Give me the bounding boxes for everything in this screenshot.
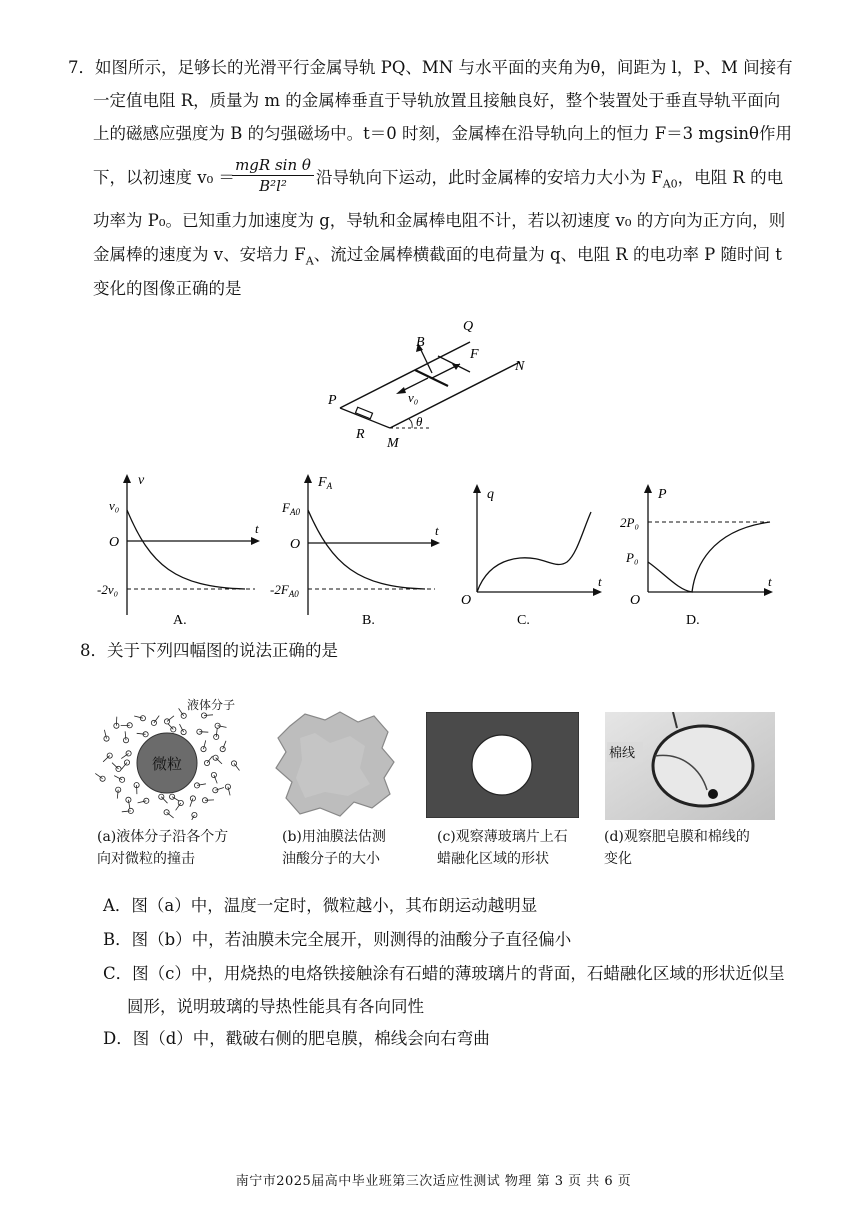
particle-label: 微粒 [152, 757, 183, 773]
molecule-velocity-arrow [103, 756, 110, 762]
label-N: N [515, 359, 525, 374]
melt-region [472, 735, 532, 795]
q8-stem: 8．关于下列四幅图的说法正确的是 [80, 641, 338, 660]
graph-c-option: C. [517, 613, 530, 628]
q7-line-6-text: 金属棒的速度为 v、安培力 F [93, 245, 306, 264]
graph-d-option: D. [686, 613, 700, 628]
graph-d-curve [648, 522, 770, 592]
graph-b-option: B. [362, 613, 375, 628]
q7-line-1: 7．如图所示，足够长的光滑平行金属导轨 PQ、MN 与水平面的夹角为θ，间距为 l，P、M 间接有 [68, 58, 793, 77]
caption-b [282, 826, 386, 870]
q7-line-4b [316, 167, 783, 195]
liquid-molecule [170, 794, 175, 799]
molecule-velocity-arrow [161, 797, 167, 804]
label-M: M [387, 436, 399, 451]
graph-c-ylabel: q [487, 487, 494, 502]
liquid-molecule [225, 784, 230, 789]
graph-a-ylabel: v [138, 473, 145, 488]
caption-a-line-2: 向对微粒的撞击 [97, 851, 195, 867]
q7-line-6-sub: A [305, 254, 314, 268]
graph-b-ymin-main: -2F [270, 582, 289, 597]
wire-ring [653, 726, 753, 806]
figure-b-oil-film [270, 708, 400, 820]
liquid-molecule [211, 772, 216, 777]
caption-b-line-2: 油酸分子的大小 [282, 851, 380, 867]
caption-a-line-1: (a)液体分子沿各个方 [97, 829, 229, 845]
q7-line-6 [93, 244, 782, 272]
q8-option-b: B．图（b）中，若油膜未完全展开，则测得的油酸分子直径偏小 [103, 930, 572, 949]
label-v0: v₀ [408, 390, 419, 405]
graph-b-ylabel [317, 475, 333, 491]
graph-b-origin: O [290, 537, 301, 552]
graph-b-y0-sub: A0 [289, 507, 300, 517]
graph-d [620, 470, 790, 635]
label-F: F [470, 347, 479, 362]
caption-d-line-2: 变化 [604, 851, 632, 867]
graph-a-y0: v₀ [109, 498, 120, 513]
q7-line-3: 上的磁感应强度为 B 的匀强磁场中。t＝0 时刻，金属棒在沿导轨向上的恒力 F＝3 mgsinθ作用 [93, 124, 792, 143]
q7-line-5: 功率为 P₀。已知重力加速度为 g，导轨和金属棒电阻不计，若以初速度 v₀ 的方向为正方向，则 [93, 211, 786, 230]
q8-option-a: A．图（a）中，温度一定时，微粒越小，其布朗运动越明显 [103, 896, 538, 915]
caption-b-line-1: (b)用油膜法估测 [282, 829, 386, 845]
graph-b-ymin-sub: A0 [288, 589, 299, 599]
q8-option-c-cont: 圆形，说明玻璃的导热性能具有各向同性 [127, 997, 424, 1016]
graph-a-origin: O [109, 535, 120, 550]
label-Q: Q [463, 319, 474, 334]
q8-option-d: D．图（d）中，戳破右侧的肥皂膜，棉线会向右弯曲 [103, 1029, 490, 1048]
graph-d-ylabel: P [658, 487, 667, 502]
label-theta: θ [416, 414, 423, 429]
caption-d [604, 826, 750, 870]
caption-a [97, 826, 228, 870]
q7-line-4a: 下，以初速度 v₀ ＝ [93, 168, 235, 187]
graph-a-curve [127, 510, 245, 589]
q7-line-2: 一定值电阻 R，质量为 m 的金属棒垂直于导轨放置且接触良好，整个装置处于垂直导轨平面向 [93, 91, 781, 110]
graph-c [455, 470, 615, 635]
graph-b-y0 [281, 500, 300, 517]
graph-d-xlabel: t [768, 574, 772, 589]
graph-d-origin: O [630, 593, 641, 608]
molecule-velocity-arrow [112, 763, 119, 769]
graph-c-curve [477, 512, 591, 592]
rails-diagram [320, 318, 550, 453]
graph-b-ylabel-main: F [318, 475, 327, 490]
graph-b-xlabel: t [435, 523, 439, 538]
liquid-molecule [120, 777, 125, 782]
label-B: B [416, 335, 425, 350]
q7-line-4b-sub: A0 [662, 177, 678, 191]
graph-b-ymin [270, 582, 299, 599]
caption-c-line-1: (c)观察薄玻璃片上石 [437, 829, 568, 845]
figure-a-brownian [95, 695, 255, 820]
caption-d-line-1: (d)观察肥皂膜和棉线的 [604, 829, 750, 845]
cotton-thread-label: 棉线 [609, 745, 636, 760]
caption-c-line-2: 蜡融化区域的形状 [437, 851, 549, 867]
molecule-velocity-arrow [199, 732, 208, 733]
label-R: R [356, 427, 365, 442]
graph-b-ylabel-sub: A [326, 481, 333, 491]
figure-d-soap-film [605, 712, 775, 820]
graph-b [270, 470, 450, 635]
liquid-molecule [151, 720, 156, 725]
figure-c-paraffin [426, 712, 579, 818]
graph-a-ymin: -2v₀ [97, 582, 119, 597]
q7-line-6b-text: 、流过金属棒横截面的电荷量为 q、电阻 R 的电功率 P 随时间 t [313, 245, 782, 264]
q8-option-c: C．图（c）中，用烧热的电烙铁接触涂有石蜡的薄玻璃片的背面，石蜡融化区域的形状近似呈 [103, 964, 785, 983]
graph-c-xlabel: t [598, 574, 602, 589]
graph-b-y0-main: F [282, 500, 290, 515]
q7-line-7: 变化的图像正确的是 [93, 279, 242, 298]
q7-line-4c-text: ，电阻 R 的电 [677, 168, 784, 187]
q7-formula [232, 155, 314, 196]
molecule-velocity-arrow [121, 763, 127, 770]
label-P: P [328, 393, 337, 408]
caption-c [437, 826, 568, 870]
q7-line-4b-text: 沿导轨向下运动，此时金属棒的安培力大小为 F [316, 168, 663, 187]
page-footer: 南宁市2025届高中毕业班第三次适应性测试 物理 第 3 页 共 6 页 [235, 1174, 632, 1189]
graph-a-xlabel: t [255, 521, 259, 536]
formula-denominator: B²l² [259, 177, 287, 195]
graph-a [95, 470, 270, 635]
graph-b-curve [308, 510, 425, 589]
liquid-molecule-label: 液体分子 [187, 698, 236, 712]
liquid-molecule [181, 713, 186, 718]
graph-c-origin: O [461, 593, 472, 608]
molecule-velocity-arrow [216, 758, 222, 764]
graph-a-option: A. [173, 613, 187, 628]
graph-d-y0: P₀ [626, 550, 639, 565]
formula-numerator: mgR sin θ [232, 155, 314, 176]
graph-d-ymax: 2P₀ [620, 515, 639, 530]
